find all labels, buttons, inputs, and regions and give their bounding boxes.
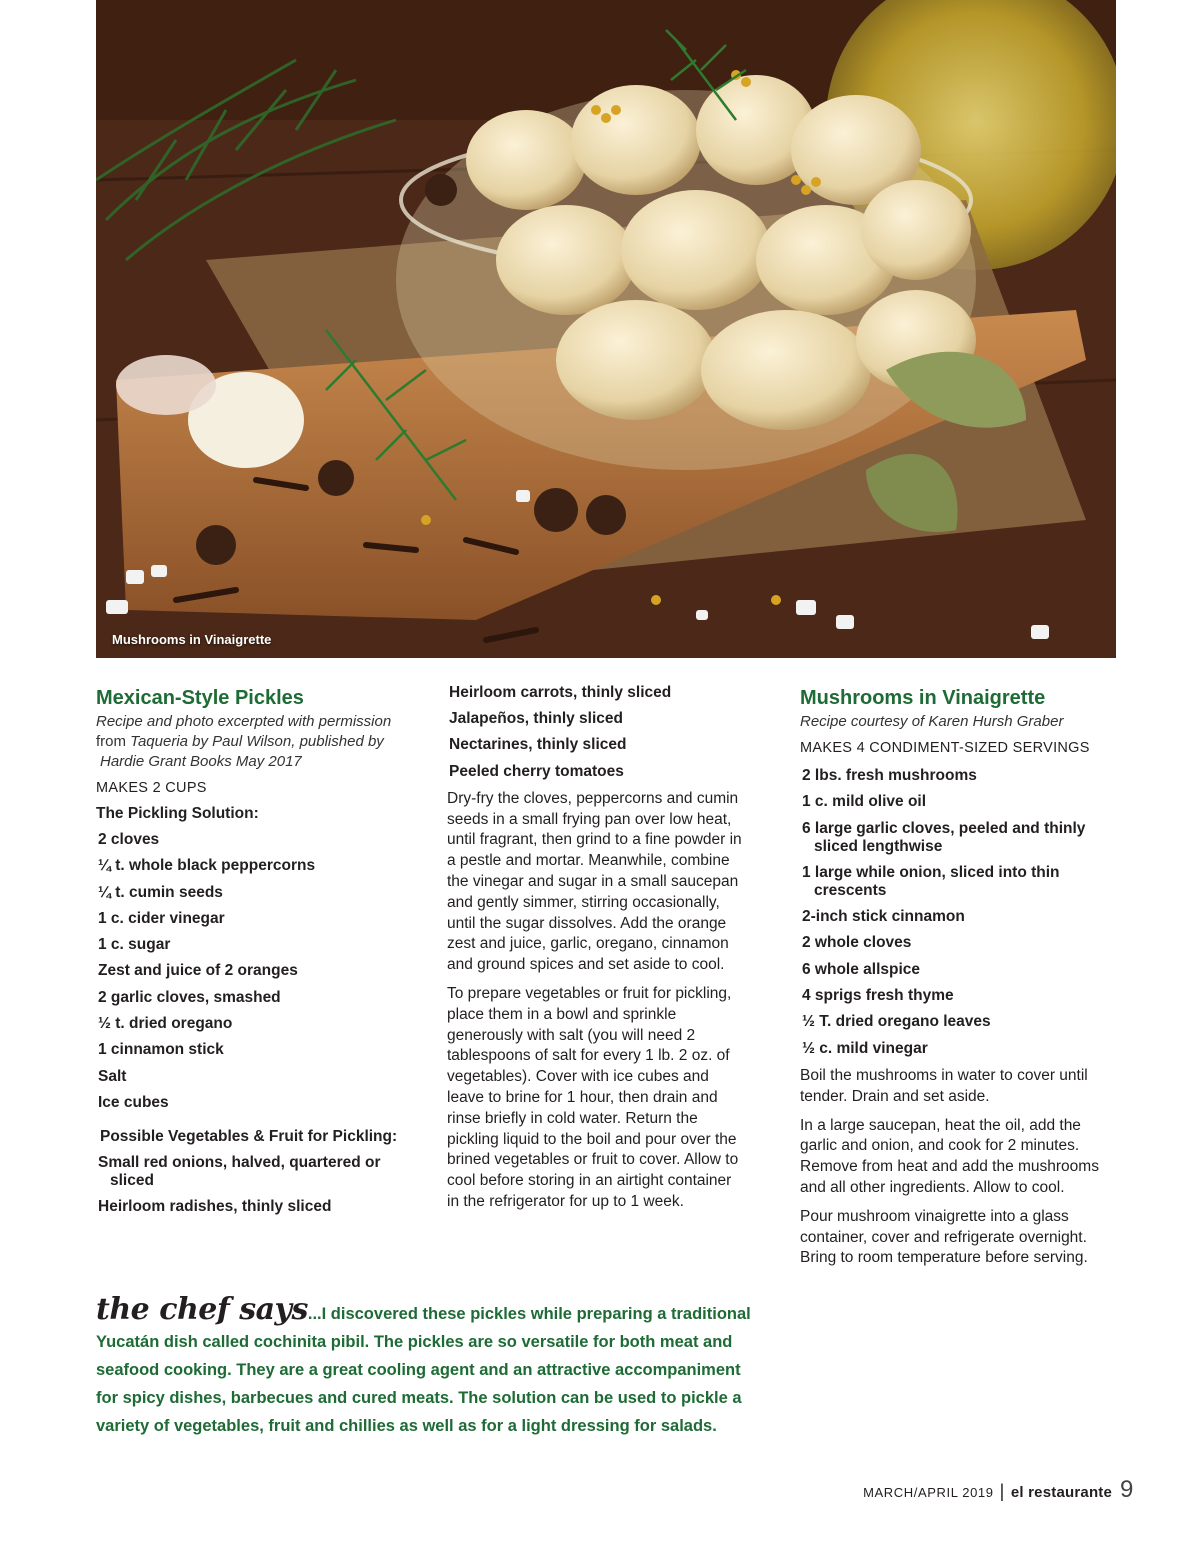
ingredient-item: Jalapeños, thinly sliced <box>449 710 624 728</box>
recipe1-credit <box>96 712 416 772</box>
recipe1-credit-line3: Hardie Grant Books May 2017 <box>100 753 302 770</box>
recipe1-yield: MAKES 2 CUPS <box>96 780 207 796</box>
ingredient-item: 1 c. sugar <box>98 936 171 954</box>
ingredient-item: 1 c. cider vinegar <box>98 909 225 927</box>
recipe2-credit: Recipe courtesy of Karen Hursh Graber <box>800 713 1064 730</box>
footer-separator: | <box>999 1481 1005 1501</box>
chef-says-label: the chef says <box>96 1292 308 1327</box>
page-number: 9 <box>1120 1476 1134 1503</box>
veg-ingredients-part1 <box>96 1154 416 1216</box>
mushrooms-illustration <box>96 0 1116 658</box>
recipe2-method <box>800 1066 1100 1269</box>
ingredient-item: 4 sprigs fresh thyme <box>802 987 954 1005</box>
recipe2-ingredients <box>800 767 1100 1058</box>
recipe2-column <box>800 684 1100 1277</box>
ingredient-item: 2 lbs. fresh mushrooms <box>802 767 977 784</box>
ingredient-item: ½ T. dried oregano leaves <box>802 1013 991 1031</box>
method-paragraph: Boil the mushrooms in water to cover until tender. Drain and set aside. <box>800 1066 1088 1105</box>
ingredient-item: Peeled cherry tomatoes <box>449 762 624 780</box>
recipe1-title: Mexican-Style Pickles <box>96 687 304 709</box>
ingredient-item: Salt <box>98 1067 127 1085</box>
recipe1-credit-publisher: by Paul Wilson, published by <box>188 733 384 750</box>
ingredient-item: Zest and juice of 2 oranges <box>98 962 298 980</box>
ingredient-item: 2-inch stick cinnamon <box>802 908 965 926</box>
ingredient-item: 2 cloves <box>98 831 160 848</box>
ingredient-item: 2 garlic cloves, smashed <box>98 988 281 1006</box>
method-paragraph: To prepare vegetables or fruit for pickling, place them in a bowl and sprinkle generously with salt (you will need 2 tablespoons of salt for every 1 lb. 2 oz. of vegetables). Cover with ice cubes and leave to brine for 1 hour, then drain and rinse briefly in cold water. Return the pickling liquid to the boil and pour over the brined vegetables or fruit to cover. Allow to cool before storing in an airtight container in the refrigerator for up to 1 week. <box>447 984 739 1210</box>
ingredient-item: 1 cinnamon stick <box>98 1041 224 1059</box>
method-paragraph: Dry-fry the cloves, peppercorns and cumin seeds in a small frying pan over low heat, until fragrant, then grind to a fine powder in a pestle and mortar. Meanwhile, combine the vinegar and sugar in a small saucepan and gently simmer, stirring occasionally, until the sugar dissolves. Add the orange zest and juice, garlic, oregano, cinnamon and ground spices and set aside to cool. <box>447 789 742 974</box>
ingredient-item: ½ t. dried oregano <box>98 1015 233 1033</box>
chef-says-quote <box>96 1292 756 1440</box>
recipe2-yield: MAKES 4 CONDIMENT-SIZED SERVINGS <box>800 740 1090 756</box>
ingredient-item: ¼ t. cumin seeds <box>98 883 223 901</box>
ingredient-item: Nectarines, thinly sliced <box>449 736 627 754</box>
method-paragraph: In a large saucepan, heat the oil, add the garlic and onion, and cook for 2 minutes. Remove from heat and add the mushrooms and all other ingredients. Allow to cool. <box>800 1116 1099 1196</box>
veg-heading: Possible Vegetables & Fruit for Pickling: <box>100 1127 398 1145</box>
issue-date: MARCH/APRIL 2019 <box>863 1485 994 1500</box>
recipe1-credit-book: Taqueria <box>130 733 188 750</box>
hero-photo <box>96 0 1116 658</box>
magazine-name: el restaurante <box>1010 1484 1113 1501</box>
ingredient-item: 1 c. mild olive oil <box>802 793 927 811</box>
method-paragraph: Pour mushroom vinaigrette into a glass container, cover and refrigerate overnight. Bring to room temperature before serving. <box>800 1207 1088 1267</box>
recipe1-column <box>96 684 416 1225</box>
page-footer <box>863 1476 1134 1504</box>
solution-ingredients <box>96 831 416 1112</box>
ingredient-item: 1 large while onion, sliced into thin crescents <box>802 863 1060 899</box>
recipe1-credit-line1: Recipe and photo excerpted with permission <box>96 713 392 730</box>
ingredient-item: Small red onions, halved, quartered or sliced <box>98 1153 381 1189</box>
ingredient-item: 6 large garlic cloves, peeled and thinly sliced lengthwise <box>802 819 1086 855</box>
recipe1-credit-from: from <box>96 733 131 750</box>
recipe1-column-continued <box>447 684 747 1221</box>
recipe2-title: Mushrooms in Vinaigrette <box>800 687 1046 709</box>
ingredient-item: 2 whole cloves <box>802 934 912 952</box>
ingredient-item: 6 whole allspice <box>802 960 921 978</box>
ingredient-item: Heirloom radishes, thinly sliced <box>98 1198 332 1216</box>
recipe1-method <box>447 789 747 1213</box>
ingredient-item: Ice cubes <box>98 1093 169 1111</box>
veg-ingredients-part2 <box>447 684 747 781</box>
solution-heading: The Pickling Solution: <box>96 805 259 822</box>
ingredient-item: ¼ t. whole black peppercorns <box>98 857 316 875</box>
ingredient-item: ½ c. mild vinegar <box>802 1039 928 1057</box>
chef-quote-text: ...I discovered these pickles while preparing a traditional Yucatán dish called cochinita pibil. The pickles are so versatile for both meat and seafood cooking. They are a great cooling agent and an attractive accompaniment for spicy dishes, barbecues and cured meats. The solution can be used to pickle a variety of vegetables, fruit and chillies as well as for a light dressing for salads. <box>96 1305 751 1435</box>
photo-caption: Mushrooms in Vinaigrette <box>112 632 272 647</box>
ingredient-item: Heirloom carrots, thinly sliced <box>449 684 672 701</box>
